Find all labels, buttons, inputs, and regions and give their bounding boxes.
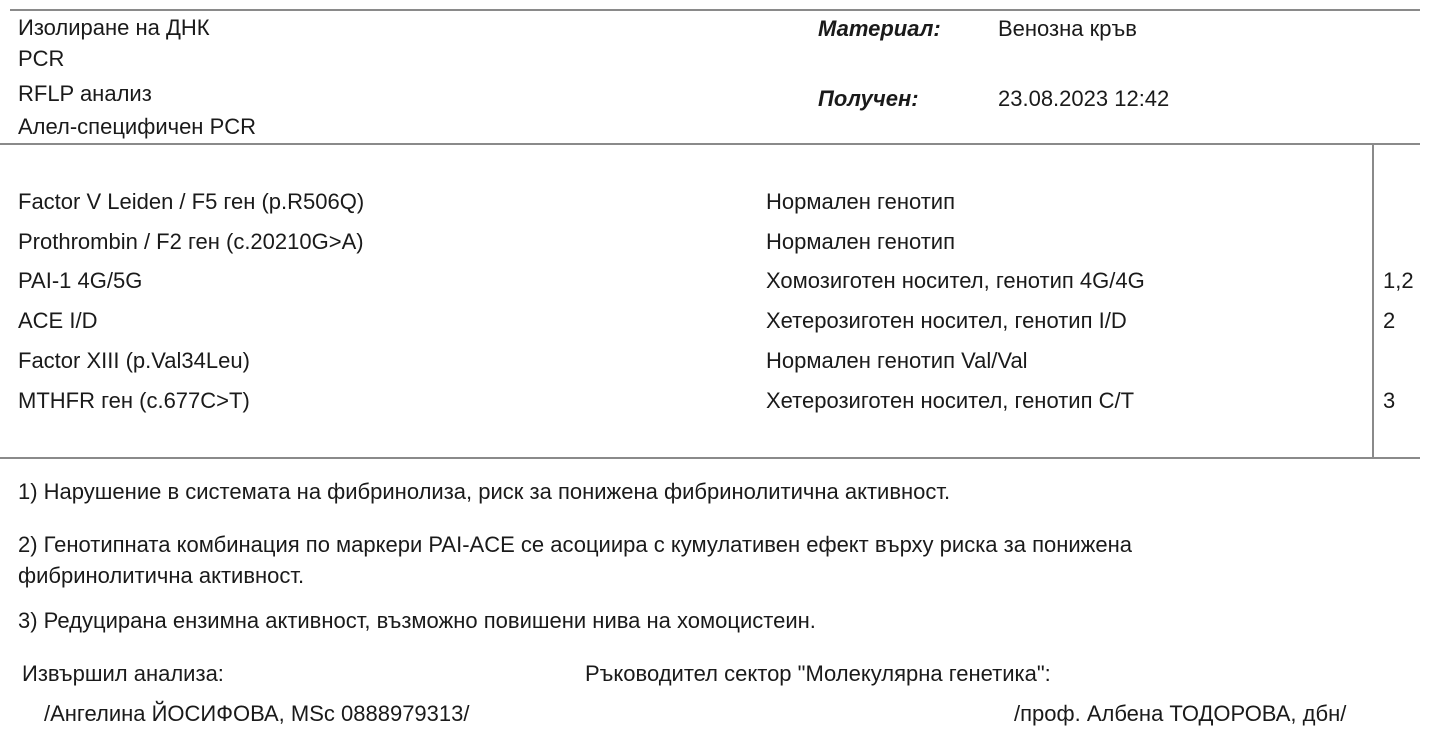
result-marker: Factor XIII (p.Val34Leu) (18, 348, 250, 373)
result-marker: Factor V Leiden / F5 ген (p.R506Q) (18, 189, 365, 214)
material-label: Материал: (818, 16, 941, 41)
method-dna-isolation: Изолиране на ДНК (18, 15, 210, 40)
method-pcr: PCR (18, 46, 65, 71)
result-note: 1,2 (1383, 268, 1414, 293)
footnote-1: 1) Нарушение в системата на фибринолиза, риск за понижена фибринолитична активност. (18, 479, 951, 504)
result-value: Нормален генотип (766, 229, 956, 254)
result-value: Хетерозиготен носител, генотип C/T (766, 388, 1135, 413)
received-value: 23.08.2023 12:42 (998, 86, 1170, 111)
performed-by-label: Извършил анализа: (22, 661, 224, 686)
material-value: Венозна кръв (998, 16, 1137, 41)
head-of-sector-name: /проф. Албена ТОДОРОВА, дбн/ (1014, 701, 1347, 726)
footnote-2-line-1: 2) Генотипната комбинация по маркери PAI-ACE се асоциира с кумулативен ефект върху риска за понижена (18, 532, 1133, 557)
result-marker: PAI-1 4G/5G (18, 268, 143, 293)
notes-column-divider (1372, 145, 1374, 459)
result-value: Нормален генотип (766, 189, 956, 214)
footnote-3: 3) Редуцирана ензимна активност, възможно повишени нива на хомоцистеин. (18, 608, 816, 633)
head-of-sector-label: Ръководител сектор "Молекулярна генетика": (585, 661, 1051, 686)
result-note: 3 (1383, 388, 1396, 413)
result-value: Хомозиготен носител, генотип 4G/4G (766, 268, 1145, 293)
result-marker: MTHFR ген (c.677C>T) (18, 388, 250, 413)
result-value: Хетерозиготен носител, генотип I/D (766, 308, 1127, 333)
received-label: Получен: (818, 86, 919, 111)
footnote-2-line-2: фибринолитична активност. (18, 563, 305, 588)
method-allele-specific-pcr: Алел-специфичен PCR (18, 114, 257, 139)
method-rflp: RFLP анализ (18, 81, 152, 106)
result-value: Нормален генотип Val/Val (766, 348, 1028, 373)
header-divider (0, 143, 1420, 145)
result-note: 2 (1383, 308, 1396, 333)
result-marker: Prothrombin / F2 ген (c.20210G>A) (18, 229, 364, 254)
top-divider (10, 9, 1420, 11)
table-bottom-divider (0, 457, 1420, 459)
result-marker: ACE I/D (18, 308, 98, 333)
performed-by-name: /Ангелина ЙОСИФОВА, MSc 0888979313/ (44, 701, 470, 726)
